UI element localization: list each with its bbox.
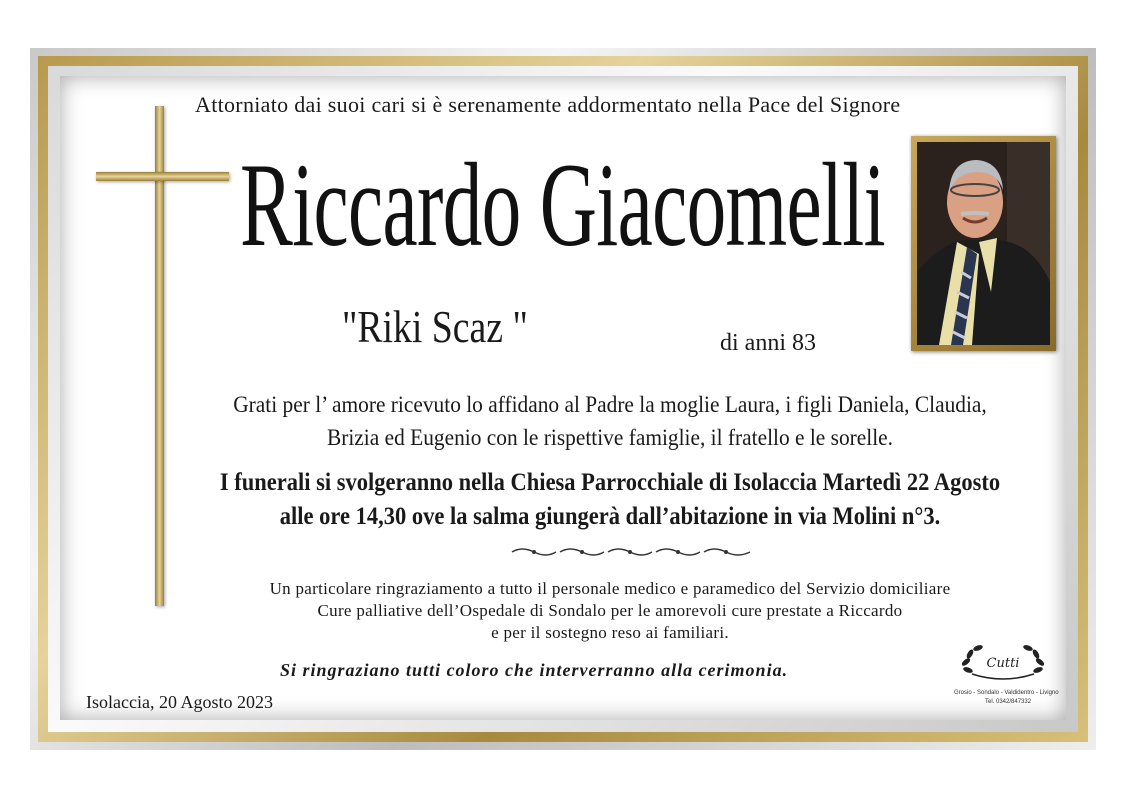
- family-paragraph: [154, 388, 1065, 454]
- funeral-line-2: alle ore 14,30 ove la salma giungerà dall’abitazione in via Molini n°3.: [279, 503, 941, 530]
- nickname: "Riki Scaz ": [342, 301, 528, 352]
- funeral-paragraph: [151, 466, 1069, 534]
- thanks-line-1: Un particolare ringraziamento a tutto il personale medico e paramedico del Servizio domiciliare: [269, 579, 951, 598]
- ornament-divider-icon: [510, 545, 755, 559]
- funeral-line-1: I funerali si svolgeranno nella Chiesa Parrocchiale di Isolaccia Martedì 22 Agosto: [219, 469, 1001, 496]
- logo-brand: Cutti: [986, 656, 1020, 671]
- deceased-name: Riccardo Giacomelli: [240, 138, 886, 271]
- closing-text: Si ringraziano tutti coloro che interverranno alla cerimonia.: [280, 660, 789, 680]
- logo-locations: Grosio - Sondalo - Valdidentro - Livigno: [954, 690, 1059, 696]
- portrait-photo: [911, 136, 1056, 351]
- place-date: Isolaccia, 20 Agosto 2023: [86, 692, 273, 712]
- portrait-image: [917, 142, 1050, 345]
- age-text: di anni 83: [720, 330, 816, 356]
- family-line-2: Brizia ed Eugenio con le rispettive famiglie, il fratello e le sorelle.: [326, 425, 894, 450]
- thanks-line-3: e per il sostegno reso ai familiari.: [491, 623, 729, 642]
- cross-horizontal-bar: [96, 172, 229, 181]
- family-line-1: Grati per l’ amore ricevuto lo affidano al Padre la moglie Laura, i figli Daniela, Claudia,: [233, 392, 987, 417]
- intro-text: Attorniato dai suoi cari si è serenamente addormentato nella Pace del Signore: [195, 92, 901, 117]
- thanks-paragraph: [120, 578, 1100, 644]
- thanks-line-2: Cure palliative dell’Ospedale di Sondalo per le amorevoli cure prestate a Riccardo: [317, 601, 903, 620]
- portrait-illustration: [917, 142, 1050, 345]
- logo-phone: Tel. 0342/847332: [985, 699, 1032, 705]
- laurel-wreath-icon: [958, 640, 1048, 685]
